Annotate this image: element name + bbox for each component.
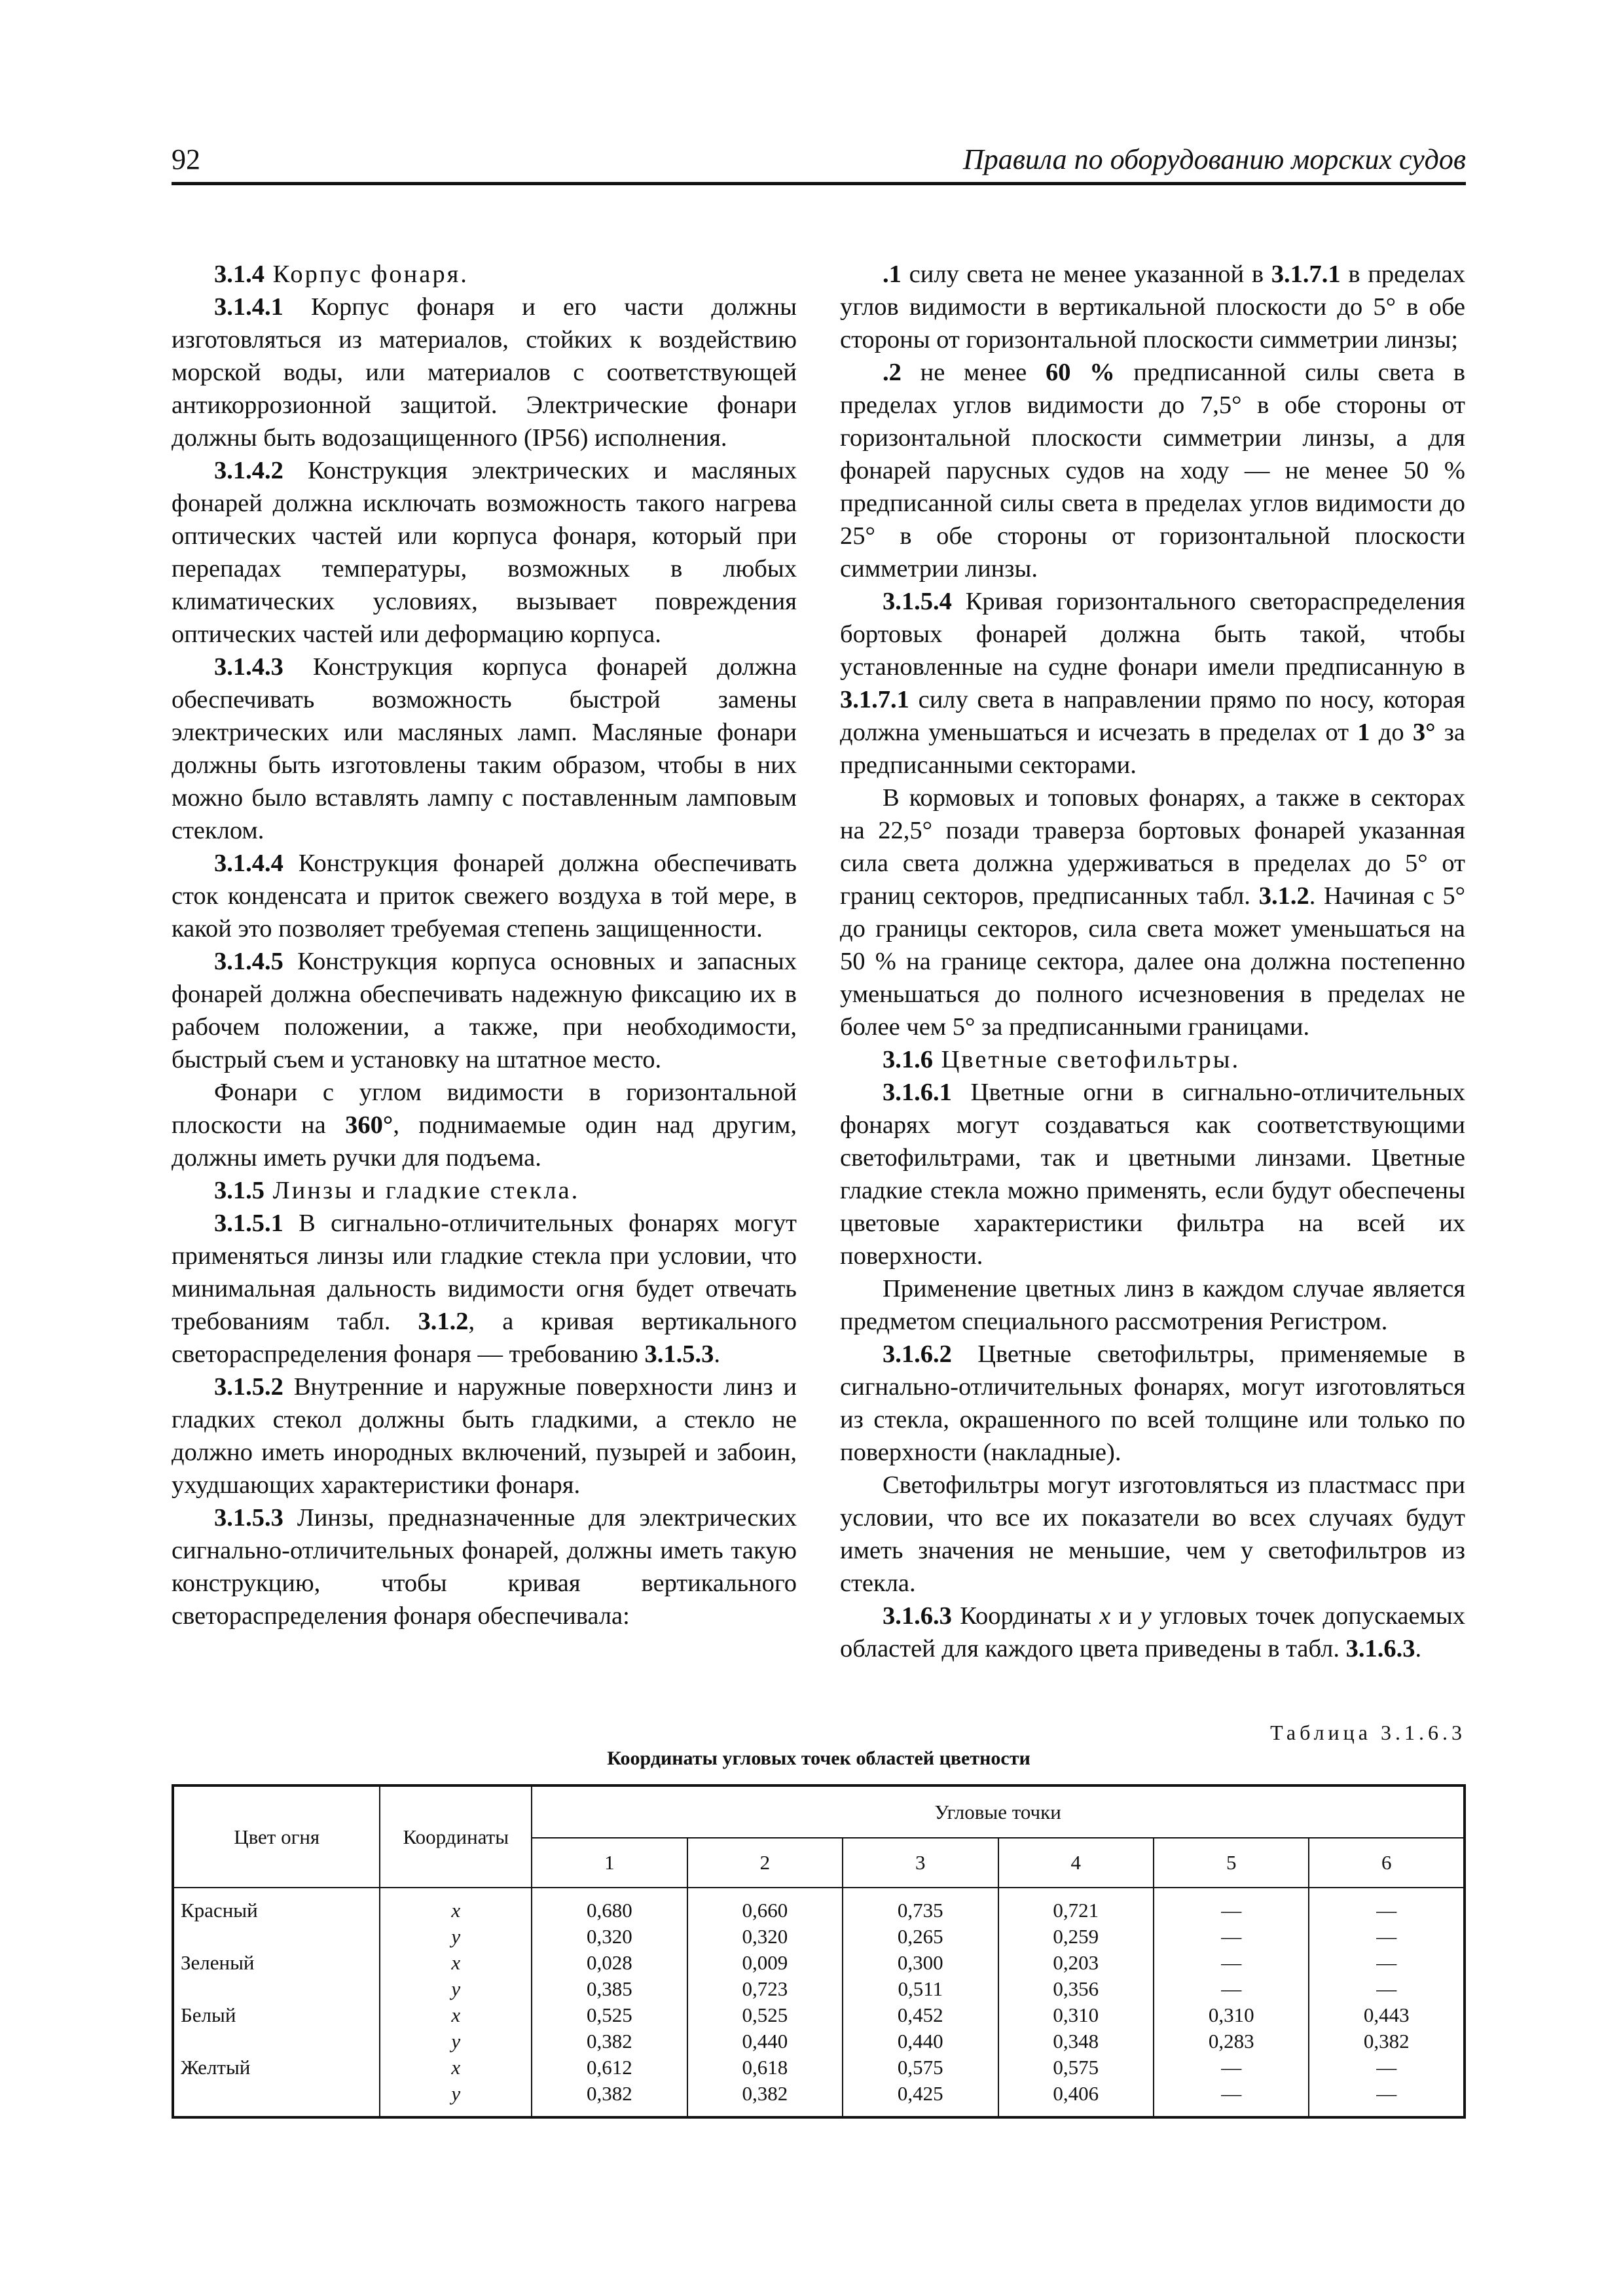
- cell-value: 0,382: [532, 2028, 687, 2054]
- table-row: [173, 2002, 1465, 2028]
- item-number: .2: [883, 359, 902, 386]
- cell-color: [173, 1976, 380, 2002]
- cell-value: 0,680: [532, 1888, 687, 1924]
- section-title: Линзы и гладкие стекла.: [264, 1177, 580, 1204]
- cell-value: 0,310: [998, 2002, 1154, 2028]
- cell-value: 0,356: [998, 1976, 1154, 2002]
- clause-number: 3.1.4.2: [214, 457, 283, 484]
- cell-value: 0,320: [687, 1924, 843, 1950]
- table-row: [173, 1924, 1465, 1950]
- table-row: [173, 2081, 1465, 2117]
- paragraph-lifting-handles: [172, 1076, 797, 1174]
- left-column: [172, 258, 797, 1632]
- clause-text: Цветные огни в сигнально-отличительных фонарях могут создаваться как соответствующими светофильтрами, так и цветными линзами. Цветные гладкие стекла можно применять, если будут обеспечены цветовые характеристики фильтра на всей их поверхности.: [840, 1079, 1465, 1270]
- section-title: Цветные светофильтры.: [933, 1046, 1241, 1073]
- cell-value: 0,575: [843, 2054, 998, 2081]
- paragraph-3-1-4-1: [172, 291, 797, 454]
- table-row: [173, 1950, 1465, 1976]
- clause-number: 3.1.4.4: [214, 850, 283, 877]
- clause-number: 3.1.4.1: [214, 293, 283, 321]
- running-title: Правила по оборудованию морских судов: [962, 143, 1466, 175]
- clause-text: в пределах углов видимости в вертикальной плоскости до 5° в обе стороны от горизонтальной плоскости симметрии линзы;: [840, 260, 1465, 353]
- section-number: 3.1.5: [214, 1177, 264, 1204]
- cell-value: —: [1154, 1924, 1309, 1950]
- clause-text: угловых точек допускаемых областей для каждого цвета приведены в табл.: [840, 1602, 1465, 1662]
- cell-value: —: [1154, 1976, 1309, 2002]
- header-point-1: 1: [532, 1838, 687, 1888]
- clause-text: Координаты: [951, 1602, 1100, 1630]
- clause-text: Фонари с углом видимости в горизонтальной плоскости на: [172, 1079, 797, 1139]
- cell-value: 0,425: [843, 2081, 998, 2117]
- cell-coordinate: x: [380, 2054, 532, 2081]
- cell-value: 0,525: [532, 2002, 687, 2028]
- section-number: 3.1.4: [214, 260, 264, 288]
- clause-number: 3.1.5.1: [214, 1210, 283, 1237]
- cell-value: 0,203: [998, 1950, 1154, 1976]
- paragraph-3-1-4-2: [172, 454, 797, 651]
- clause-number: 3.1.5.3: [214, 1504, 283, 1532]
- cell-color: Белый: [173, 2002, 380, 2028]
- cell-value: —: [1154, 1888, 1309, 1924]
- clause-text: Конструкция корпуса основных и запасных фонарей должна обеспечивать надежную фиксацию их в рабочем положении, а также, при необходимости, быстрый съем и установку на штатное место.: [172, 948, 797, 1073]
- cell-value: 0,575: [998, 2054, 1154, 2081]
- clause-reference: 3.1.7.1: [840, 686, 909, 713]
- cell-coordinate: y: [380, 2081, 532, 2117]
- table-reference: 3.1.6.3: [1345, 1635, 1415, 1662]
- clause-text: .: [714, 1340, 720, 1368]
- header-point-6: 6: [1309, 1838, 1465, 1888]
- clause-text: Конструкция корпуса фонарей должна обеспечивать возможность быстрой замены электрических или масляных ламп. Масляные фонари должны быть изготовлены таким образом, чтобы в них можно было вставлять лампу с поставленным ламповым стеклом.: [172, 653, 797, 844]
- clause-text: Корпус фонаря и его части должны изготовляться из материалов, стойких к воздействию морской воды, или материалов с соответствующей антикоррозионной защитой. Электрические фонари должны быть водозащищенного (IP56) исполнения.: [172, 293, 797, 452]
- clause-number: 3.1.5.4: [883, 588, 952, 615]
- cell-value: —: [1154, 1950, 1309, 1976]
- clause-text: силу света в направлении прямо по носу, которая должна уменьшаться и исчезать в пределах от: [840, 686, 1465, 746]
- clause-text: до: [1370, 719, 1413, 746]
- cell-value: 0,348: [998, 2028, 1154, 2054]
- clause-text: предписанной силы света в пределах углов видимости до 7,5° в обе стороны от горизонтальной плоскости симметрии линзы, а для фонарей парусных судов на ходу — не менее 50 % предписанной силы света в пределах углов видимости до 25° в обе стороны от горизонтальной плоскости симметрии линзы.: [840, 359, 1465, 583]
- section-title: Корпус фонаря.: [264, 260, 469, 288]
- coordinate-symbol: y: [1140, 1602, 1152, 1630]
- header-corner-points: Угловые точки: [532, 1785, 1465, 1838]
- clause-number: 3.1.6.3: [883, 1602, 952, 1630]
- cell-value: —: [1309, 2081, 1465, 2117]
- clause-text: за предписанными секторами.: [840, 719, 1466, 779]
- paragraph-3-1-4-4: [172, 847, 797, 945]
- clause-text: Конструкция электрических и масляных фонарей должна исключать возможность такого нагрева оптических частей или корпуса фонаря, который при перепадах температуры, возможных в любых климатических условиях, вызывает повреждения оптических частей или деформацию корпуса.: [172, 457, 797, 648]
- item-number: .1: [883, 260, 902, 288]
- cell-value: 0,443: [1309, 2002, 1465, 2028]
- header-point-4: 4: [998, 1838, 1154, 1888]
- cell-value: 0,382: [1309, 2028, 1465, 2054]
- paragraph-3-1-6-3: [840, 1600, 1465, 1665]
- cell-value: 0,382: [532, 2081, 687, 2117]
- cell-value: 0,721: [998, 1888, 1154, 1924]
- clause-number: 3.1.6.1: [883, 1079, 952, 1106]
- clause-text: Внутренние и наружные поверхности линз и гладких стекол должны быть гладкими, а стекло не должно иметь инородных включений, пузырей и забоин, ухудшающих характеристики фонаря.: [172, 1373, 797, 1499]
- list-item-1: [840, 258, 1465, 356]
- cell-value: 0,440: [687, 2028, 843, 2054]
- clause-number: 3.1.6.2: [883, 1340, 952, 1368]
- cell-value: 0,723: [687, 1976, 843, 2002]
- clause-text: Светофильтры могут изготовляться из пластмасс при условии, что все их показатели во всех случаях будут иметь значения не меньшие, чем у светофильтров из стекла.: [840, 1471, 1465, 1597]
- clause-text: Цветные светофильтры, применяемые в сигнально-отличительных фонарях, могут изготовляться из стекла, окрашенного по всей толщине или только по поверхности (накладные).: [840, 1340, 1465, 1466]
- page-number: 92: [172, 143, 200, 175]
- table-row: [173, 2028, 1465, 2054]
- cell-coordinate: y: [380, 2028, 532, 2054]
- table-row: [173, 1888, 1465, 1924]
- header-point-2: 2: [687, 1838, 843, 1888]
- cell-value: —: [1309, 1888, 1465, 1924]
- table-body: [173, 1888, 1465, 2117]
- paragraph-colored-lenses: [840, 1272, 1465, 1338]
- header-color: Цвет огня: [173, 1785, 380, 1888]
- section-heading-3-1-6: [840, 1043, 1465, 1076]
- clause-text: Конструкция фонарей должна обеспечивать сток конденсата и приток свежего воздуха в той мере, в какой это позволяет требуемая степень защищенности.: [172, 850, 797, 942]
- paragraph-plastic-filters: [840, 1469, 1465, 1600]
- table-reference: 3.1.2: [418, 1308, 469, 1335]
- cell-value: —: [1309, 1950, 1465, 1976]
- clause-text: В сигнально-отличительных фонарях могут применяться линзы или гладкие стекла при условии, что минимальная дальность видимости огня будет отвечать требованиям табл.: [172, 1210, 797, 1335]
- cell-value: 0,009: [687, 1950, 843, 1976]
- clause-text: Кривая горизонтального светораспределения бортовых фонарей должна быть такой, чтобы установленные на судне фонари имели предписанную в: [840, 588, 1465, 681]
- paragraph-3-1-5-2: [172, 1371, 797, 1501]
- table-row: [173, 2054, 1465, 2081]
- cell-value: 0,028: [532, 1950, 687, 1976]
- paragraph-3-1-4-5: [172, 945, 797, 1076]
- chromaticity-table: [172, 1784, 1466, 2119]
- clause-text: Линзы, предназначенные для электрических сигнально-отличительных фонарей, должны иметь такую конструкцию, чтобы кривая вертикального светораспределения фонаря обеспечивала:: [172, 1504, 797, 1630]
- cell-value: 0,612: [532, 2054, 687, 2081]
- page-header: [172, 143, 1466, 185]
- cell-value: 0,618: [687, 2054, 843, 2081]
- angle-value: 3°: [1412, 719, 1436, 746]
- cell-value: 0,283: [1154, 2028, 1309, 2054]
- percent-value: 60 %: [1045, 359, 1115, 386]
- clause-text: и: [1110, 1602, 1140, 1630]
- clause-text: .: [1415, 1635, 1422, 1662]
- paragraph-3-1-6-1: [840, 1076, 1465, 1272]
- cell-value: 0,300: [843, 1950, 998, 1976]
- header-point-3: 3: [843, 1838, 998, 1888]
- cell-value: 0,525: [687, 2002, 843, 2028]
- table-reference: 3.1.2: [1258, 882, 1309, 910]
- cell-value: —: [1154, 2054, 1309, 2081]
- table-title: Координаты угловых точек областей цветности: [607, 1748, 1030, 1769]
- cell-value: 0,511: [843, 1976, 998, 2002]
- clause-text: , поднимаемые один над другим, должны иметь ручки для подъема.: [172, 1111, 797, 1172]
- table-row: [173, 1976, 1465, 2002]
- right-column: [840, 258, 1465, 1665]
- paragraph-3-1-5-1: [172, 1207, 797, 1371]
- paragraph-stern-masthead: [840, 781, 1465, 1043]
- cell-value: —: [1309, 1976, 1465, 2002]
- clause-number: 3.1.4.5: [214, 948, 283, 975]
- cell-coordinate: y: [380, 1976, 532, 2002]
- cell-value: —: [1154, 2081, 1309, 2117]
- angle-value: 360°: [345, 1111, 393, 1139]
- cell-value: 0,265: [843, 1924, 998, 1950]
- clause-text: . Начиная с 5° до границы секторов, сила света может уменьшаться на 50 % на границе сектора, далее она должна постепенно уменьшаться до полного исчезновения в пределах не более чем 5° за предписанными границами.: [840, 882, 1465, 1041]
- cell-color: [173, 2028, 380, 2054]
- clause-text: В кормовых и топовых фонарях, а также в секторах на 22,5° позади траверза бортовых фонарей указанная сила света должна удерживаться в пределах до 5° от границ секторов, предписанных табл.: [840, 784, 1465, 910]
- paragraph-3-1-6-2: [840, 1338, 1465, 1469]
- clause-number: 3.1.5.2: [214, 1373, 283, 1401]
- section-heading-3-1-4: [172, 258, 797, 291]
- cell-color: [173, 1924, 380, 1950]
- coordinate-symbol: x: [1099, 1602, 1111, 1630]
- clause-text: силу света не менее указанной в: [901, 260, 1271, 288]
- header-coordinates: Координаты: [380, 1785, 532, 1888]
- section-heading-3-1-5: [172, 1174, 797, 1207]
- cell-value: 0,735: [843, 1888, 998, 1924]
- clause-text: не менее: [901, 359, 1046, 386]
- angle-value: 1: [1357, 719, 1370, 746]
- clause-reference: 3.1.7.1: [1271, 260, 1341, 288]
- cell-value: —: [1309, 1924, 1465, 1950]
- clause-text: , а кривая вертикального светораспределения фонаря — требованию: [172, 1308, 797, 1368]
- table-number-label: Таблица 3.1.6.3: [1270, 1721, 1466, 1744]
- cell-value: 0,406: [998, 2081, 1154, 2117]
- clause-number: 3.1.4.3: [214, 653, 283, 681]
- cell-value: 0,382: [687, 2081, 843, 2117]
- cell-value: 0,452: [843, 2002, 998, 2028]
- paragraph-3-1-4-3: [172, 651, 797, 847]
- header-point-5: 5: [1154, 1838, 1309, 1888]
- clause-text: Применение цветных линз в каждом случае является предметом специального рассмотрения Регистром.: [840, 1275, 1465, 1335]
- cell-coordinate: y: [380, 1924, 532, 1950]
- paragraph-3-1-5-4: [840, 585, 1465, 781]
- cell-color: Желтый: [173, 2054, 380, 2081]
- cell-coordinate: x: [380, 2002, 532, 2028]
- cell-value: 0,385: [532, 1976, 687, 2002]
- cell-coordinate: x: [380, 1950, 532, 1976]
- cell-coordinate: x: [380, 1888, 532, 1924]
- list-item-2: [840, 356, 1465, 585]
- cell-color: Красный: [173, 1888, 380, 1924]
- cell-value: —: [1309, 2054, 1465, 2081]
- section-number: 3.1.6: [883, 1046, 933, 1073]
- cell-value: 0,660: [687, 1888, 843, 1924]
- cell-value: 0,310: [1154, 2002, 1309, 2028]
- cell-color: Зеленый: [173, 1950, 380, 1976]
- cell-value: 0,259: [998, 1924, 1154, 1950]
- cell-color: [173, 2081, 380, 2117]
- clause-reference: 3.1.5.3: [644, 1340, 714, 1368]
- paragraph-3-1-5-3: [172, 1501, 797, 1632]
- cell-value: 0,440: [843, 2028, 998, 2054]
- cell-value: 0,320: [532, 1924, 687, 1950]
